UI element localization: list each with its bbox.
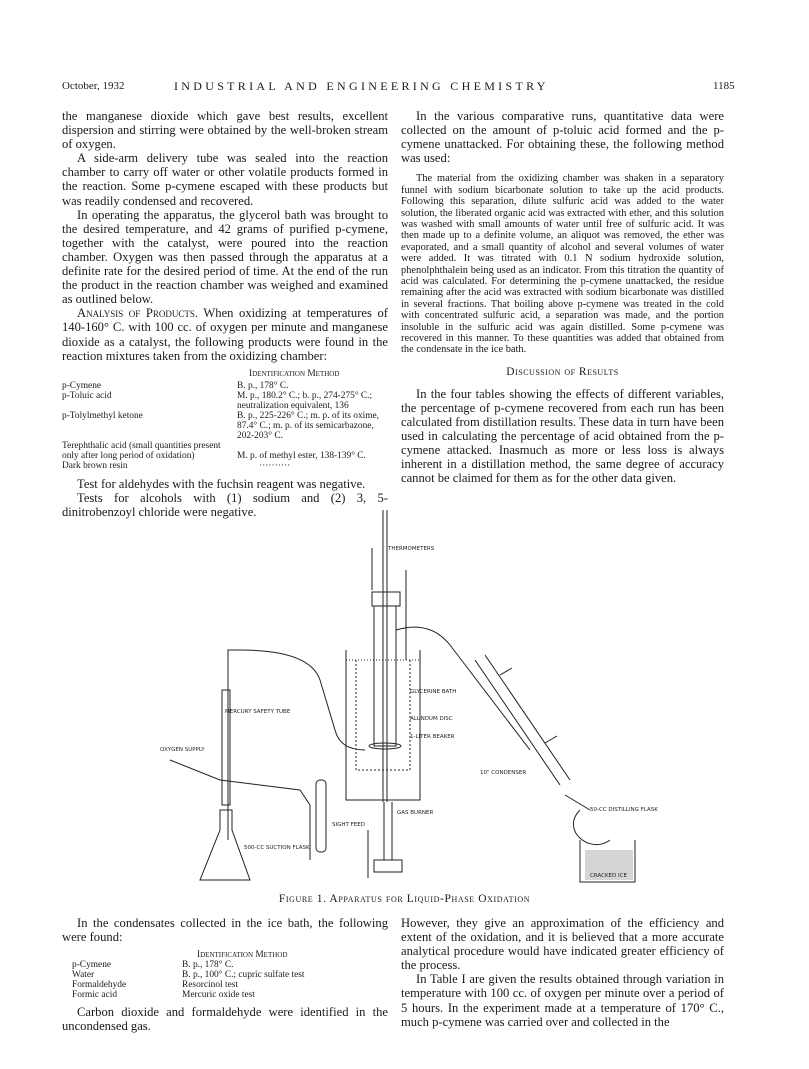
- label-alundum-disc: ALUNDUM DISC: [410, 716, 453, 722]
- label-beaker: 1-LITER BEAKER: [410, 734, 455, 740]
- bottom-left-column: [62, 916, 388, 1033]
- sight-feed: [316, 780, 326, 852]
- label-gas-burner: GAS BURNER: [397, 810, 434, 816]
- stopper: [372, 592, 400, 606]
- label-suction-flask: 500-CC SUCTION FLASK: [244, 845, 310, 851]
- table-row: p-Cymene B. p., 178° C.: [62, 380, 289, 391]
- label-mercury-tube: MERCURY SAFETY TUBE: [225, 709, 291, 715]
- paragraph: the manganese dioxide which gave best results, excellent dispersion and stirring were obtained by the well-broken stream of oxygen.: [62, 109, 388, 152]
- label-condenser: 10" CONDENSER: [480, 770, 527, 776]
- paragraph: In Table I are given the results obtained through variation in temperature with 100 cc. of oxygen per minute over a period of 5 hours. In the experiment made at a temperature of 170° C., much p-cymene was carried over and collected in the: [401, 972, 724, 1029]
- label-sight-feed: SIGHT FEED: [332, 822, 365, 828]
- paragraph: Carbon dioxide and formaldehyde were identified in the uncondensed gas.: [62, 1005, 388, 1034]
- run-in-heading: Analysis of Products.: [77, 306, 199, 321]
- figure-caption: Figure 1. Apparatus for Liquid-Phase Oxidation: [278, 893, 531, 905]
- distilling-flask: [565, 795, 610, 845]
- products-table: [62, 369, 388, 471]
- right-column: [401, 109, 724, 486]
- table-row: p-Tolylmethyl ketone B. p., 225-226° C.; m. p. of its oxime, 87.4° C.; m. p. of its semicarbazone, 202-203° C.: [62, 410, 380, 441]
- table-row: Formaldehyde Resorcinol test: [72, 980, 238, 991]
- journal-title: INDUSTRIAL AND ENGINEERING CHEMISTRY: [174, 79, 549, 93]
- bottom-right-column: [401, 916, 724, 1029]
- connecting-tube: [228, 650, 365, 840]
- condensate-table: [72, 950, 304, 1000]
- paragraph-text: When oxidizing at temperatures of 140-160° C. with 100 cc. of oxygen per minute and manganese dioxide as a catalyst, the following products were found in the reaction mixtures taken from the oxidizing chamber:: [62, 306, 388, 363]
- paragraph: In the condensates collected in the ice bath, the following were found:: [62, 916, 388, 945]
- paragraph: Tests for alcohols with (1) sodium and (2) 3, 5-dinitrobenzoyl chloride were negative.: [62, 490, 388, 519]
- table-row: Dark brown resin ··········: [62, 460, 291, 471]
- label-distilling-flask: 50-CC DISTILLING FLASK: [590, 807, 658, 813]
- table-row: Formic acid Mercuric oxide test: [72, 990, 255, 1001]
- condenser-inlet: [500, 668, 512, 675]
- paragraph: [62, 306, 388, 362]
- condenser: [475, 655, 570, 785]
- condenser-outlet: [545, 736, 557, 743]
- gas-burner: [384, 802, 392, 860]
- apparatus-figure: [140, 510, 658, 890]
- left-column: [62, 109, 388, 519]
- page-number: 1185: [713, 80, 735, 92]
- burner-base: [374, 860, 402, 872]
- table-row: Terephthalic acid (small quantities present only after long period of oxidation) M. p. of methyl ester, 138-139° C.: [62, 440, 366, 461]
- mercury-tube: [222, 690, 230, 805]
- reaction-chamber: [374, 606, 396, 746]
- suction-flask: [200, 810, 250, 880]
- table-row: p-Toluic acid M. p., 180.2° C.; b. p., 274-275° C.; neutralization equivalent, 136: [62, 390, 373, 411]
- label-glycerine-bath: GLYCERINE BATH: [410, 689, 457, 695]
- paragraph: In the four tables showing the effects of different variables, the percentage of p-cymene recovered from each run has been calculated from distillation results. These data in turn have been used in calculating the percentage of acid obtained from the p-cymene attacked. Inasmuch as more or less loss is always inherent in a distillation method, the same degree of accuracy cannot be claimed for them as for the other data given.: [401, 386, 724, 486]
- section-heading: Discussion of Results: [506, 365, 619, 378]
- table-header: Identification Method: [197, 950, 288, 961]
- label-cracked-ice: CRACKED ICE: [590, 873, 627, 879]
- label-oxygen-supply: OXYGEN SUPPLY: [160, 747, 205, 753]
- paragraph: In the various comparative runs, quantitative data were collected on the amount of p-toluic acid formed and the p-cymene unattacked. For obtaining these, the following method was used:: [401, 109, 724, 166]
- table-row: p-Cymene B. p., 178° C.: [72, 960, 234, 971]
- label-thermometers: THERMOMETERS: [388, 546, 435, 552]
- paragraph: However, they give an approximation of the efficiency and extent of the oxidation, and it is believed that a more accurate analytical procedure would have indicated greater efficiency of the process.: [401, 916, 724, 973]
- table-row: Water B. p., 100° C.; cupric sulfate test: [72, 970, 305, 981]
- paragraph: A side-arm delivery tube was sealed into the reaction chamber to carry off water or other volatile products formed in the reaction. Some p-cymene escaped with these products but was readily condensed and recovered.: [62, 151, 388, 208]
- paragraph: In operating the apparatus, the glycerol bath was brought to the desired temperature, and 42 grams of purified p-cymene, together with the catalyst, were poured into the reaction chamber. Oxygen was then passed through the apparatus at a definite rate for the desired period of time. At the end of the run the product in the reaction chamber was weighed and examined as outlined below.: [62, 207, 388, 307]
- paragraph: Test for aldehydes with the fuchsin reagent was negative.: [77, 476, 366, 491]
- header-date: October, 1932: [62, 80, 125, 92]
- table-header: Identification Method: [249, 368, 340, 379]
- method-paragraph: The material from the oxidizing chamber was shaken in a separatory funnel with sodium bicarbonate solution to take up the acid products. Following this separation, dilute sulfuric acid was added to the water solution, the liberated organic acid was extracted with ether, and this solution was washed with small amounts of water until free of sulfuric acid. It was then made up to a definite volume, an aliquot was removed, the ether was evaporated, and a small quantity of alcohol and several volumes of water were added. It was titrated with 0.1 N sodium hydroxide solution, phenolphthalein being used as an indicator. From this titration the quantity of acid was calculated. For determining the p-cymene unattacked, the residue remaining after the acid was extracted with sodium bicarbonate was distilled in several fractions. That boiling above p-cymene was treated in the cold with concentrated sulfuric acid, a separation was made, and the portion insoluble in the sulfuric acid was again distilled. Some p-cymene was recovered in this manner. To these quantities was added that obtained from the condensate in the ice bath.: [401, 173, 724, 356]
